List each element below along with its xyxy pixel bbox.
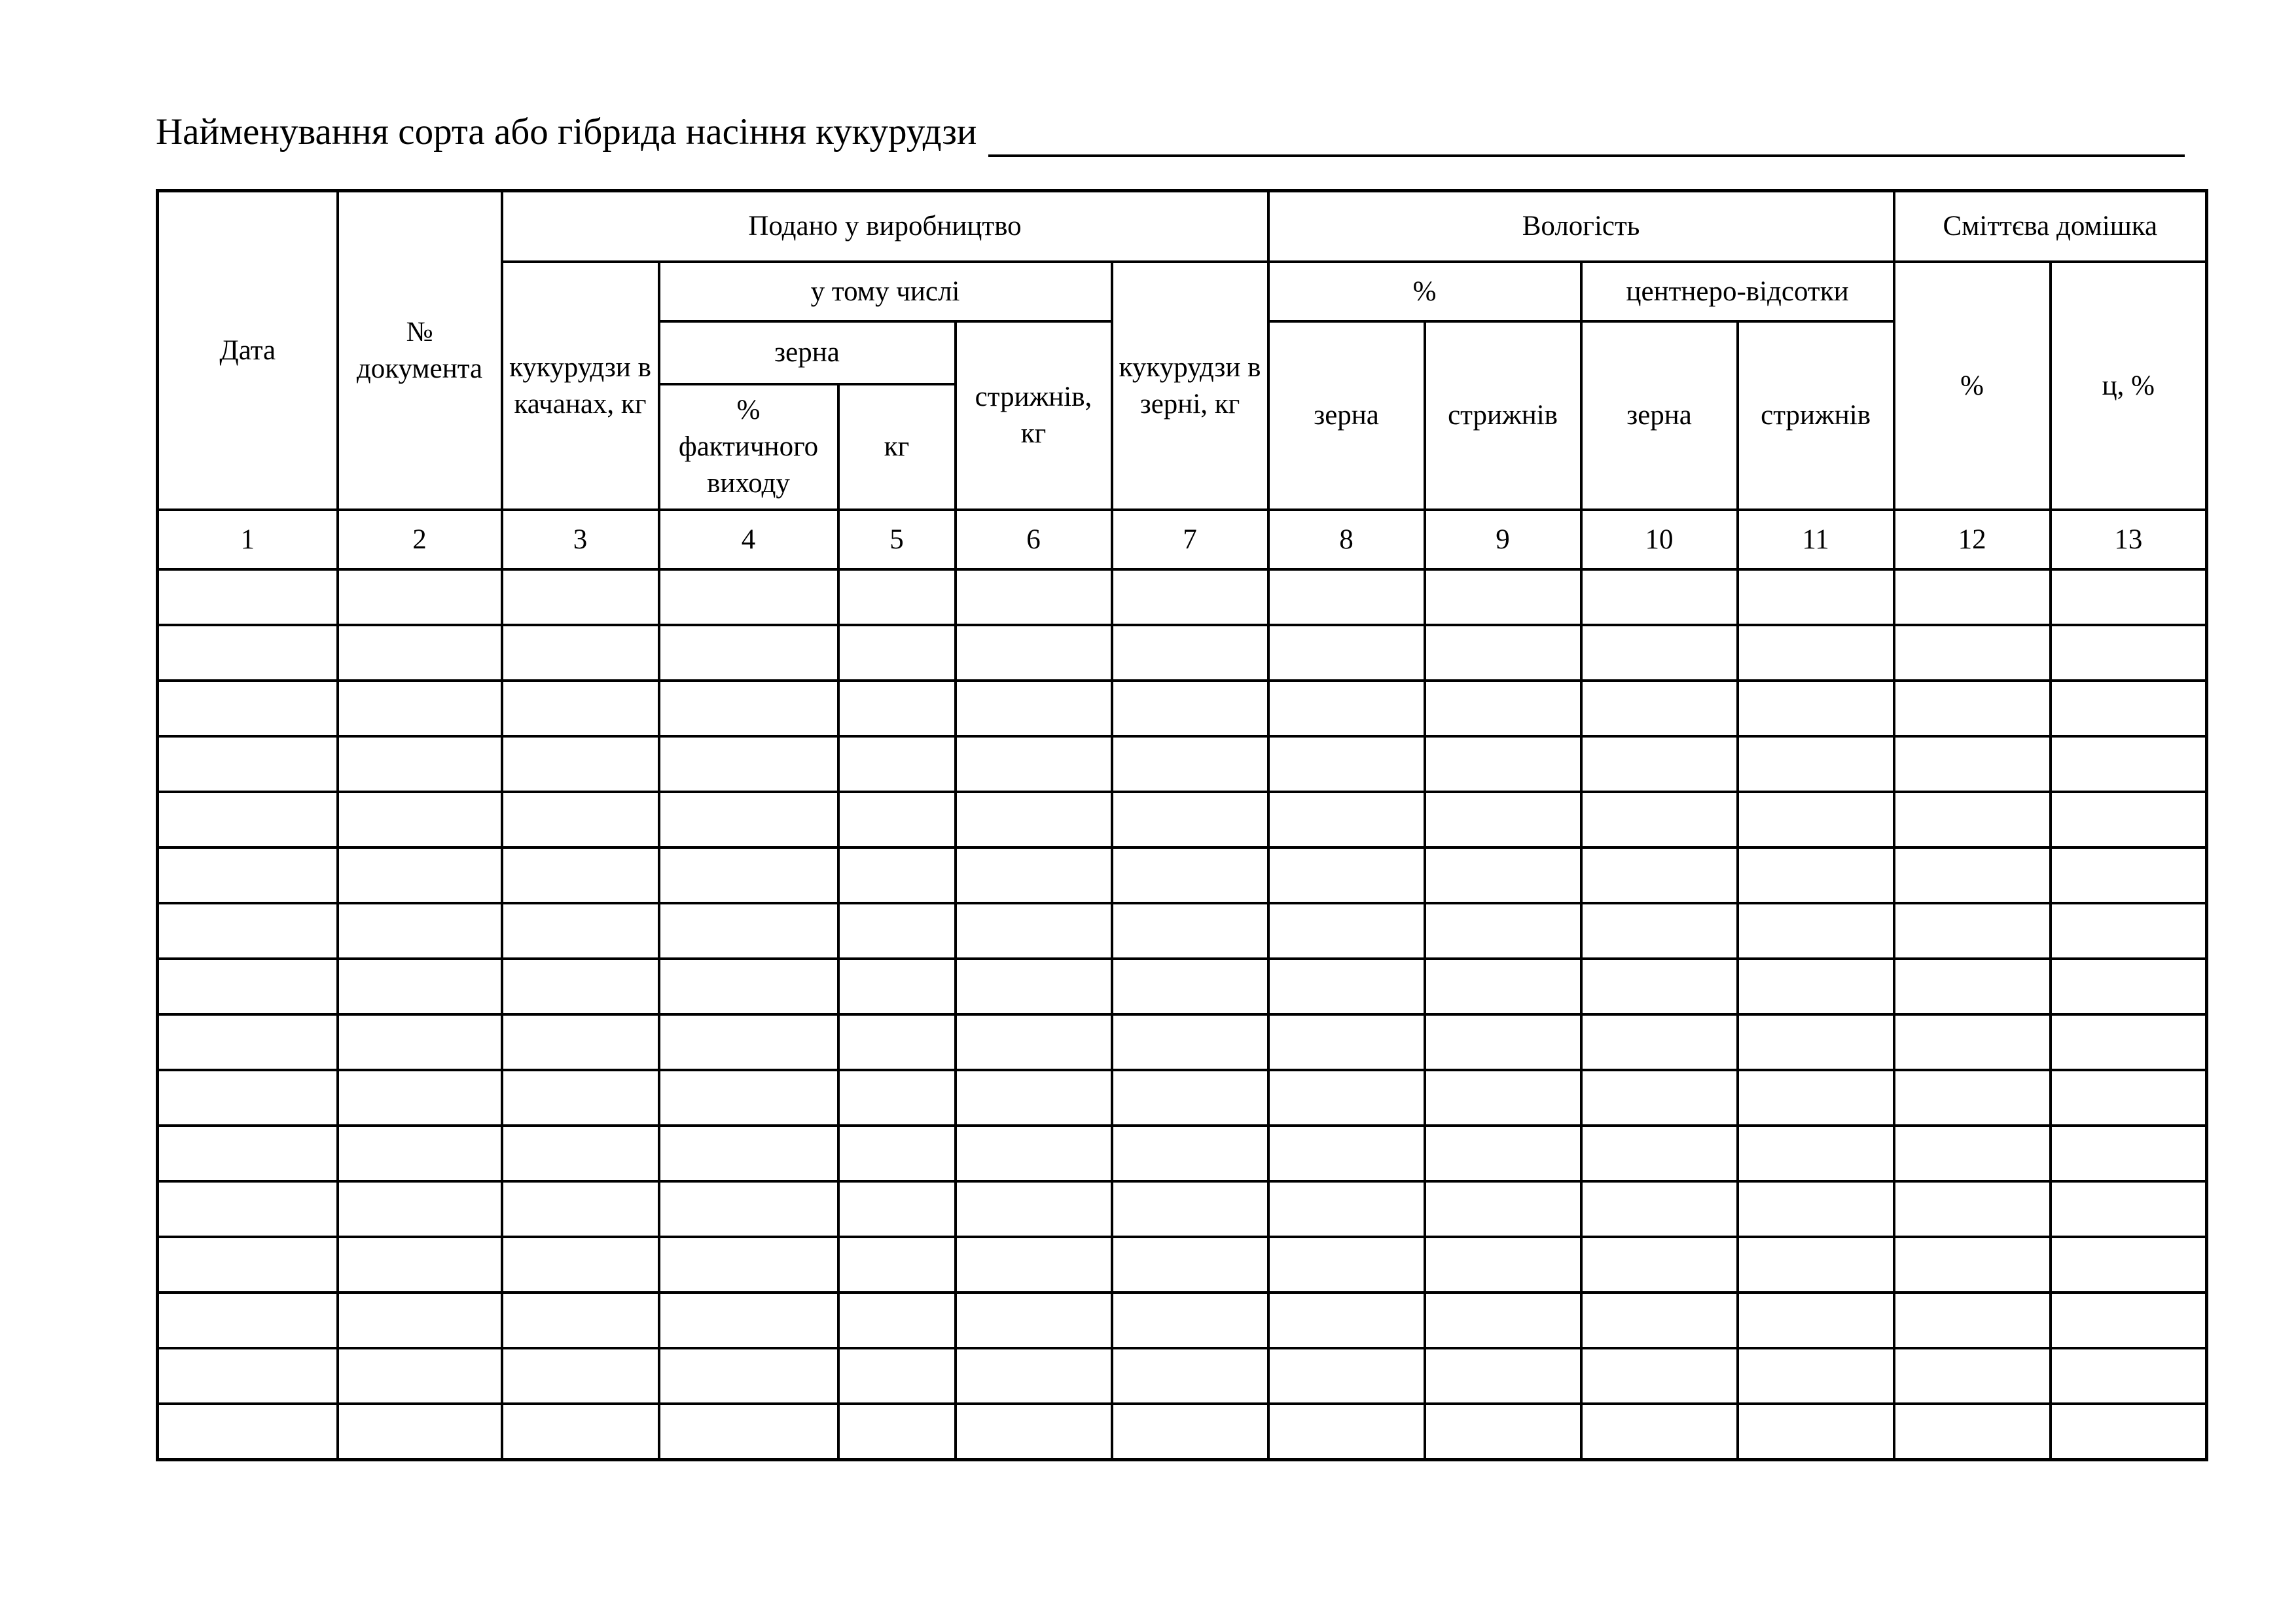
table-cell[interactable] xyxy=(1268,959,1425,1014)
table-cell[interactable] xyxy=(1112,1237,1268,1293)
table-cell[interactable] xyxy=(502,1070,659,1126)
corn-seed-journal-table xyxy=(156,189,2208,1461)
header-doc-number: № документа xyxy=(338,191,502,510)
table-cell[interactable] xyxy=(956,1014,1112,1070)
column-number: 3 xyxy=(502,510,659,569)
table-cell[interactable] xyxy=(956,847,1112,903)
table-cell[interactable] xyxy=(502,625,659,681)
table-cell[interactable] xyxy=(1425,959,1581,1014)
column-number: 2 xyxy=(338,510,502,569)
header-grain-kg: кг xyxy=(838,384,956,510)
table-cell[interactable] xyxy=(502,1348,659,1404)
table-cell[interactable] xyxy=(1738,1070,1894,1126)
table-cell[interactable] xyxy=(1112,1404,1268,1460)
table-cell[interactable] xyxy=(1112,792,1268,847)
table-cell[interactable] xyxy=(838,959,956,1014)
table-cell[interactable] xyxy=(1425,792,1581,847)
table-cell[interactable] xyxy=(956,681,1112,736)
table-cell[interactable] xyxy=(1894,1404,2051,1460)
table-cell[interactable] xyxy=(838,1237,956,1293)
table-cell[interactable] xyxy=(1581,1070,1738,1126)
table-cell[interactable] xyxy=(1738,1014,1894,1070)
table-cell[interactable] xyxy=(502,1404,659,1460)
table-cell[interactable] xyxy=(1581,792,1738,847)
table-cell[interactable] xyxy=(1425,1404,1581,1460)
table-cell[interactable] xyxy=(502,569,659,625)
table-cell[interactable] xyxy=(158,1014,338,1070)
table-cell[interactable] xyxy=(502,1237,659,1293)
table-cell[interactable] xyxy=(502,1293,659,1348)
table-cell[interactable] xyxy=(338,1014,502,1070)
table-cell[interactable] xyxy=(338,1348,502,1404)
table-cell[interactable] xyxy=(838,903,956,959)
column-number-row xyxy=(158,510,2207,569)
table-cell[interactable] xyxy=(659,569,838,625)
table-cell[interactable] xyxy=(1894,1126,2051,1181)
table-cell[interactable] xyxy=(1581,959,1738,1014)
table-cell[interactable] xyxy=(659,1293,838,1348)
table-cell[interactable] xyxy=(838,736,956,792)
table-row xyxy=(158,1348,2207,1404)
table-cell[interactable] xyxy=(1425,625,1581,681)
table-cell[interactable] xyxy=(659,1404,838,1460)
table-cell[interactable] xyxy=(1894,1070,2051,1126)
table-cell[interactable] xyxy=(158,1181,338,1237)
table-cell[interactable] xyxy=(2051,903,2207,959)
table-cell[interactable] xyxy=(1112,1126,1268,1181)
table-cell[interactable] xyxy=(956,903,1112,959)
table-row xyxy=(158,736,2207,792)
table-cell[interactable] xyxy=(1268,1070,1425,1126)
table-cell[interactable] xyxy=(1112,847,1268,903)
header-grain: зерна xyxy=(659,321,956,384)
table-cell[interactable] xyxy=(1268,1181,1425,1237)
table-cell[interactable] xyxy=(1581,1237,1738,1293)
header-row-1 xyxy=(158,191,2207,262)
column-number: 13 xyxy=(2051,510,2207,569)
table-cell[interactable] xyxy=(659,1237,838,1293)
table-cell[interactable] xyxy=(1425,1126,1581,1181)
table-cell[interactable] xyxy=(956,959,1112,1014)
table-cell[interactable] xyxy=(838,1404,956,1460)
header-cobs-moisture-cp: стрижнів xyxy=(1738,321,1894,510)
table-cell[interactable] xyxy=(2051,1348,2207,1404)
table-cell[interactable] xyxy=(838,1014,956,1070)
table-cell[interactable] xyxy=(502,1014,659,1070)
column-number: 11 xyxy=(1738,510,1894,569)
table-cell[interactable] xyxy=(659,792,838,847)
table-cell[interactable] xyxy=(838,847,956,903)
table-cell[interactable] xyxy=(838,792,956,847)
table-row xyxy=(158,792,2207,847)
table-cell[interactable] xyxy=(1581,1181,1738,1237)
table-cell[interactable] xyxy=(1738,736,1894,792)
table-cell[interactable] xyxy=(338,1404,502,1460)
table-cell[interactable] xyxy=(1894,1181,2051,1237)
table-cell[interactable] xyxy=(1268,1126,1425,1181)
table-cell[interactable] xyxy=(1425,1237,1581,1293)
header-centner-percent: центнеро-відсотки xyxy=(1581,262,1894,321)
column-number: 4 xyxy=(659,510,838,569)
table-cell[interactable] xyxy=(2051,792,2207,847)
header-impurity: Сміттєва домішка xyxy=(1894,191,2207,262)
table-cell[interactable] xyxy=(158,625,338,681)
table-row xyxy=(158,959,2207,1014)
table-cell[interactable] xyxy=(2051,1181,2207,1237)
table-row xyxy=(158,569,2207,625)
table-cell[interactable] xyxy=(502,681,659,736)
header-grain-moisture-pct: зерна xyxy=(1268,321,1425,510)
table-cell[interactable] xyxy=(1581,736,1738,792)
table-cell[interactable] xyxy=(1425,569,1581,625)
table-cell[interactable] xyxy=(659,1014,838,1070)
table-cell[interactable] xyxy=(1112,1014,1268,1070)
table-row xyxy=(158,681,2207,736)
table-cell[interactable] xyxy=(1738,959,1894,1014)
table-cell[interactable] xyxy=(502,736,659,792)
column-number: 8 xyxy=(1268,510,1425,569)
table-cell[interactable] xyxy=(659,959,838,1014)
table-row xyxy=(158,1237,2207,1293)
table-cell[interactable] xyxy=(1894,1348,2051,1404)
table-cell[interactable] xyxy=(502,792,659,847)
table-cell[interactable] xyxy=(1581,1293,1738,1348)
header-impurity-cpct: ц, % xyxy=(2051,262,2207,510)
table-row xyxy=(158,847,2207,903)
table-cell[interactable] xyxy=(2051,569,2207,625)
table-cell[interactable] xyxy=(956,625,1112,681)
table-cell[interactable] xyxy=(1738,625,1894,681)
table-cell[interactable] xyxy=(1738,792,1894,847)
table-cell[interactable] xyxy=(1268,1014,1425,1070)
table-cell[interactable] xyxy=(1581,1404,1738,1460)
table-cell[interactable] xyxy=(1268,569,1425,625)
table-cell[interactable] xyxy=(338,1237,502,1293)
table-cell[interactable] xyxy=(1894,1293,2051,1348)
table-cell[interactable] xyxy=(1894,1237,2051,1293)
table-cell[interactable] xyxy=(158,1237,338,1293)
table-cell[interactable] xyxy=(1894,569,2051,625)
table-cell[interactable] xyxy=(838,569,956,625)
table-cell[interactable] xyxy=(1894,959,2051,1014)
table-cell[interactable] xyxy=(1581,625,1738,681)
table-cell[interactable] xyxy=(956,1070,1112,1126)
table-cell[interactable] xyxy=(1268,1348,1425,1404)
table-cell[interactable] xyxy=(956,1348,1112,1404)
table-cell[interactable] xyxy=(158,1126,338,1181)
header-moisture: Вологість xyxy=(1268,191,1894,262)
table-cell[interactable] xyxy=(1894,736,2051,792)
table-row xyxy=(158,1014,2207,1070)
table-cell[interactable] xyxy=(1738,1348,1894,1404)
table-cell[interactable] xyxy=(158,736,338,792)
table-cell[interactable] xyxy=(1112,959,1268,1014)
table-cell[interactable] xyxy=(659,847,838,903)
table-cell[interactable] xyxy=(338,1070,502,1126)
table-row xyxy=(158,1293,2207,1348)
table-cell[interactable] xyxy=(158,1070,338,1126)
table-cell[interactable] xyxy=(956,569,1112,625)
table-cell[interactable] xyxy=(502,903,659,959)
table-cell[interactable] xyxy=(502,959,659,1014)
table-cell[interactable] xyxy=(1112,903,1268,959)
table-cell[interactable] xyxy=(838,1126,956,1181)
table-cell[interactable] xyxy=(2051,1070,2207,1126)
table-cell[interactable] xyxy=(1425,847,1581,903)
table-cell[interactable] xyxy=(2051,736,2207,792)
table-cell[interactable] xyxy=(838,625,956,681)
table-cell[interactable] xyxy=(1894,681,2051,736)
table-cell[interactable] xyxy=(1268,1404,1425,1460)
header-cobs-kg: стрижнів, кг xyxy=(956,321,1112,510)
table-cell[interactable] xyxy=(956,1181,1112,1237)
header-grain-corn-kg: кукурудзи в зерні, кг xyxy=(1112,262,1268,510)
column-number: 7 xyxy=(1112,510,1268,569)
table-cell[interactable] xyxy=(1112,1070,1268,1126)
table-cell[interactable] xyxy=(1112,1181,1268,1237)
table-cell[interactable] xyxy=(1425,903,1581,959)
table-row xyxy=(158,1126,2207,1181)
table-cell[interactable] xyxy=(956,1293,1112,1348)
header-moisture-percent: % xyxy=(1268,262,1581,321)
table-cell[interactable] xyxy=(1112,1348,1268,1404)
table-cell[interactable] xyxy=(1268,1293,1425,1348)
header-impurity-percent: % xyxy=(1894,262,2051,510)
table-row xyxy=(158,903,2207,959)
table-row xyxy=(158,1070,2207,1126)
table-cell[interactable] xyxy=(1581,1126,1738,1181)
table-cell[interactable] xyxy=(659,903,838,959)
table-cell[interactable] xyxy=(1268,736,1425,792)
table-cell[interactable] xyxy=(956,1126,1112,1181)
table-cell[interactable] xyxy=(1268,903,1425,959)
table-cell[interactable] xyxy=(1268,625,1425,681)
table-cell[interactable] xyxy=(158,792,338,847)
column-number: 1 xyxy=(158,510,338,569)
table-cell[interactable] xyxy=(158,681,338,736)
table-cell[interactable] xyxy=(1112,736,1268,792)
table-cell[interactable] xyxy=(1738,1237,1894,1293)
table-cell[interactable] xyxy=(1581,681,1738,736)
table-cell[interactable] xyxy=(1425,681,1581,736)
table-cell[interactable] xyxy=(158,903,338,959)
table-cell[interactable] xyxy=(838,1181,956,1237)
table-cell[interactable] xyxy=(338,1293,502,1348)
table-row xyxy=(158,625,2207,681)
table-cell[interactable] xyxy=(1738,903,1894,959)
table-cell[interactable] xyxy=(838,1348,956,1404)
table-cell[interactable] xyxy=(158,1348,338,1404)
header-submitted: Подано у виробництво xyxy=(502,191,1268,262)
table-cell[interactable] xyxy=(1268,792,1425,847)
table-cell[interactable] xyxy=(1581,903,1738,959)
variety-name-field[interactable] xyxy=(988,116,2185,157)
table-cell[interactable] xyxy=(1268,681,1425,736)
table-cell[interactable] xyxy=(158,1404,338,1460)
form-title-line xyxy=(156,107,2185,157)
table-cell[interactable] xyxy=(1894,903,2051,959)
table-cell[interactable] xyxy=(1738,1293,1894,1348)
table-cell[interactable] xyxy=(1112,569,1268,625)
column-number: 10 xyxy=(1581,510,1738,569)
table-cell[interactable] xyxy=(2051,1237,2207,1293)
table-cell[interactable] xyxy=(1894,792,2051,847)
header-including: у тому числі xyxy=(659,262,1112,321)
table-cell[interactable] xyxy=(1581,847,1738,903)
header-cobs-moisture-pct: стрижнів xyxy=(1425,321,1581,510)
table-cell[interactable] xyxy=(2051,1126,2207,1181)
table-cell[interactable] xyxy=(1268,1237,1425,1293)
table-cell[interactable] xyxy=(1112,681,1268,736)
table-cell[interactable] xyxy=(502,1126,659,1181)
table-cell[interactable] xyxy=(838,1293,956,1348)
table-cell[interactable] xyxy=(502,847,659,903)
table-cell[interactable] xyxy=(1112,625,1268,681)
table-cell[interactable] xyxy=(1581,569,1738,625)
table-cell[interactable] xyxy=(1738,1181,1894,1237)
table-cell[interactable] xyxy=(1738,681,1894,736)
table-cell[interactable] xyxy=(1425,1293,1581,1348)
table-cell[interactable] xyxy=(1268,847,1425,903)
table-cell[interactable] xyxy=(338,1126,502,1181)
table-cell[interactable] xyxy=(1581,1014,1738,1070)
table-cell[interactable] xyxy=(338,903,502,959)
table-cell[interactable] xyxy=(659,1070,838,1126)
header-actual-yield-pct: % фактичного виходу xyxy=(659,384,838,510)
table-cell[interactable] xyxy=(956,1237,1112,1293)
table-cell[interactable] xyxy=(338,625,502,681)
table-cell[interactable] xyxy=(2051,681,2207,736)
table-cell[interactable] xyxy=(158,1293,338,1348)
table-cell[interactable] xyxy=(338,681,502,736)
table-cell[interactable] xyxy=(1738,1126,1894,1181)
table-cell[interactable] xyxy=(1738,1404,1894,1460)
table-cell[interactable] xyxy=(2051,959,2207,1014)
table-cell[interactable] xyxy=(1425,1070,1581,1126)
table-cell[interactable] xyxy=(338,847,502,903)
table-cell[interactable] xyxy=(838,1070,956,1126)
table-cell[interactable] xyxy=(338,959,502,1014)
table-cell[interactable] xyxy=(1425,736,1581,792)
form-title: Найменування сорта або гібрида насіння кукурудзи xyxy=(156,111,977,152)
table-cell[interactable] xyxy=(2051,1293,2207,1348)
table-cell[interactable] xyxy=(158,847,338,903)
column-number: 12 xyxy=(1894,510,2051,569)
header-date: Дата xyxy=(158,191,338,510)
table-cell[interactable] xyxy=(1425,1014,1581,1070)
table-cell[interactable] xyxy=(956,792,1112,847)
table-cell[interactable] xyxy=(1425,1348,1581,1404)
table-cell[interactable] xyxy=(1112,1293,1268,1348)
table-cell[interactable] xyxy=(2051,1014,2207,1070)
header-ears-kg: кукурудзи в качанах, кг xyxy=(502,262,659,510)
table-cell[interactable] xyxy=(659,1348,838,1404)
table-cell[interactable] xyxy=(659,681,838,736)
table-cell[interactable] xyxy=(659,736,838,792)
table-cell[interactable] xyxy=(659,1181,838,1237)
table-cell[interactable] xyxy=(1894,847,2051,903)
table-cell[interactable] xyxy=(1581,1348,1738,1404)
table-cell[interactable] xyxy=(956,1404,1112,1460)
column-number: 9 xyxy=(1425,510,1581,569)
column-number: 6 xyxy=(956,510,1112,569)
table-cell[interactable] xyxy=(338,1181,502,1237)
header-grain-moisture-cp: зерна xyxy=(1581,321,1738,510)
table-cell[interactable] xyxy=(158,959,338,1014)
table-cell[interactable] xyxy=(659,1126,838,1181)
table-cell[interactable] xyxy=(2051,625,2207,681)
column-number: 5 xyxy=(838,510,956,569)
table-cell[interactable] xyxy=(1894,1014,2051,1070)
table-cell[interactable] xyxy=(838,681,956,736)
table-cell[interactable] xyxy=(2051,847,2207,903)
table-cell[interactable] xyxy=(502,1181,659,1237)
table-row xyxy=(158,1181,2207,1237)
table-cell[interactable] xyxy=(158,569,338,625)
table-cell[interactable] xyxy=(1738,569,1894,625)
table-cell[interactable] xyxy=(338,736,502,792)
table-cell[interactable] xyxy=(1738,847,1894,903)
table-cell[interactable] xyxy=(956,736,1112,792)
table-cell[interactable] xyxy=(1425,1181,1581,1237)
table-cell[interactable] xyxy=(659,625,838,681)
table-cell[interactable] xyxy=(2051,1404,2207,1460)
table-cell[interactable] xyxy=(338,569,502,625)
table-cell[interactable] xyxy=(1894,625,2051,681)
table-row xyxy=(158,1404,2207,1460)
table-cell[interactable] xyxy=(338,792,502,847)
